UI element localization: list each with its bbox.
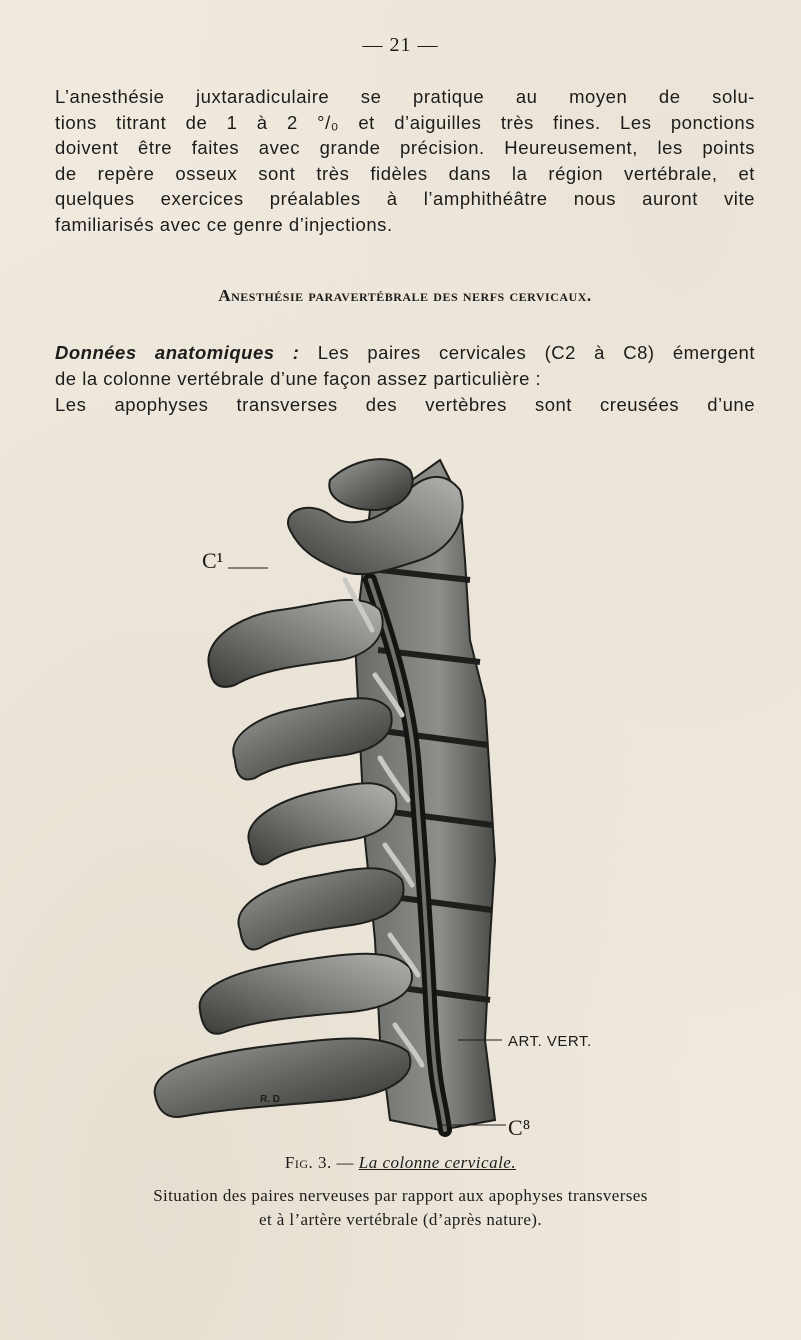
paragraph-1-line: familiarisés avec ce genre d’injections.	[55, 213, 393, 235]
artist-signature: R. D	[260, 1094, 280, 1105]
label-c1: C¹	[202, 548, 224, 573]
paragraph-1-line: doivent être faites avec grande précision. Heureusement, les points	[55, 137, 755, 158]
figure-caption-title	[0, 1153, 801, 1173]
paragraph-1-line: tions titrant de 1 à 2 °/₀ et d’aiguilles très fines. Les ponctions	[55, 111, 755, 133]
paragraph-2-line-1	[55, 340, 755, 366]
caption-line: et à l’artère vertébrale (d’après nature).	[259, 1210, 542, 1229]
caption-line: Situation des paires nerveuses par rapport aux apophyses transverses	[153, 1186, 648, 1205]
figure-caption-body	[0, 1184, 801, 1232]
figure-title: La colonne cervicale.	[358, 1153, 517, 1172]
paragraph-2-line: Les paires cervicales (C2 à C8) émergent	[299, 342, 755, 363]
label-artery: ART. VERT.	[508, 1033, 592, 1050]
label-c8: C⁸	[508, 1115, 531, 1140]
page-number: — 21 —	[362, 34, 439, 56]
paragraph-1	[55, 84, 755, 237]
cervical-spine-illustration	[140, 440, 660, 1140]
paragraph-2-line: Les apophyses transverses des vertèbres sont creusées d’une	[55, 394, 755, 415]
paragraph-2-line: de la colonne vertébrale d’une façon assez particulière :	[55, 368, 542, 389]
paragraph-2-lead: Données anatomiques :	[55, 342, 300, 363]
paragraph-1-line: L’anesthésie juxtaradiculaire se pratique au moyen de solu-	[55, 86, 755, 107]
paragraph-1-line: de repère osseux sont très fidèles dans la région vertébrale, et	[55, 162, 755, 184]
paragraph-1-line: quelques exercices préalables à l’amphithéâtre nous auront vite	[55, 188, 755, 209]
section-heading: Anesthésie paravertébrale des nerfs cervicaux.	[218, 286, 592, 305]
paragraph-2	[55, 340, 755, 418]
figure-label: Fig. 3. —	[284, 1153, 355, 1172]
